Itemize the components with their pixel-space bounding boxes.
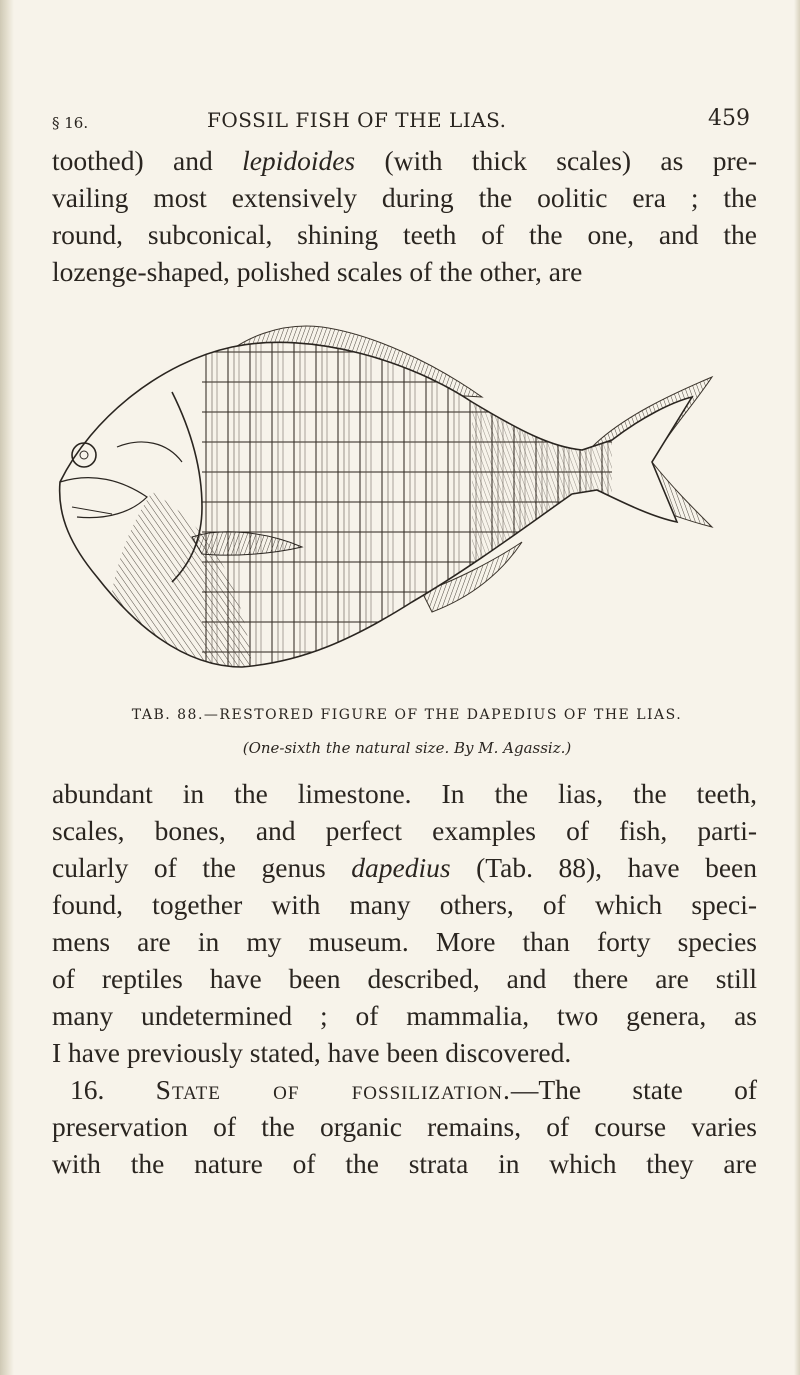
paragraph-lias-fossils (52, 775, 757, 1182)
text-line: round, subconical, shining teeth of the one, and the (52, 219, 757, 250)
figure-scale-note: (One-sixth the natural size. By M. Agassiz.) (242, 739, 572, 757)
text-line: many undetermined ; of mammalia, two genera, as (52, 1000, 757, 1031)
text-line: with the nature of the strata in which they are (52, 1148, 757, 1179)
text-line: found, together with many others, of which speci- (52, 889, 757, 920)
text-line: scales, bones, and perfect examples of fish, parti- (52, 815, 757, 846)
figure-caption: TAB. 88.—RESTORED FIGURE OF THE DAPEDIUS OF THE LIAS. (131, 707, 683, 723)
text-line: abundant in the limestone. In the lias, the teeth, (52, 778, 757, 809)
running-title: FOSSIL FISH OF THE LIAS. (207, 108, 507, 132)
section-16-title: State of fossilization. (155, 1074, 511, 1105)
paragraph-continued (52, 142, 757, 290)
running-header (52, 106, 772, 136)
page-number: 459 (708, 106, 750, 131)
dapedius-fish-illustration (52, 322, 762, 694)
section-number: § 16. (52, 114, 89, 132)
text-line: of reptiles have been described, and there are still (52, 963, 757, 994)
page-right-edge (794, 0, 800, 1375)
text-line: lozenge-shaped, polished scales of the other, are (52, 256, 583, 287)
section-16-number: 16. (70, 1074, 105, 1105)
section-heading-line: 16. State of fossilization.—The state of (70, 1074, 757, 1105)
text-line: preservation of the organic remains, of course varies (52, 1111, 757, 1142)
text-line: vailing most extensively during the oolitic era ; the (52, 182, 757, 213)
text-line: mens are in my museum. More than forty species (52, 926, 757, 957)
text-line: I have previously stated, have been discovered. (52, 1037, 572, 1068)
text-line: toothed) and lepidoides (with thick scales) as pre- (52, 145, 757, 176)
text-line: cularly of the genus dapedius (Tab. 88), have been (52, 852, 757, 883)
page-binding-edge (0, 0, 14, 1375)
